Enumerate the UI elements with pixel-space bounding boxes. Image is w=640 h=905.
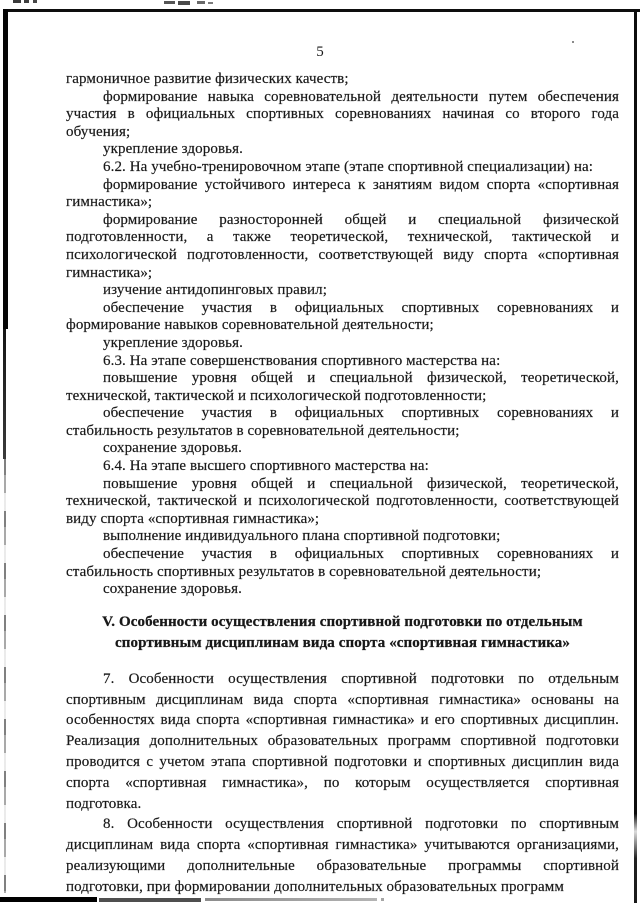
section-v-body xyxy=(66,669,619,898)
paragraph-clause-8: 8. Особенности осуществления спортивной подготовки по спортивным дисциплинам вида спорта «спортивная гимнастика» учитываются организациями, реализующими дополнительные образовательные программы спортивной подготовки, при формировании дополнительных образовательных программ xyxy=(66,816,619,895)
section-heading-line-1: V. Особенности осуществления спортивной подготовки по отдельным xyxy=(102,613,583,630)
scan-border-top xyxy=(3,9,640,12)
paragraph: формирование разносторонней общей и специальной физической подготовленности, а также теоретической, технической, тактической и психологической подготовленности, соответствующей виду спорта «спортивная гимнастика»; xyxy=(66,211,619,281)
scan-border-right xyxy=(634,10,637,903)
paragraph: обеспечение участия в официальных спортивных соревнованиях и формирование навыков соревновательной деятельности; xyxy=(66,299,619,334)
page-number: 5 xyxy=(316,44,324,60)
paragraph-clause-7: 7. Особенности осуществления спортивной подготовки по отдельным спортивным дисциплинам вида спорта «спортивная гимнастика» основаны на особенностях вида спорта «спортивная гимнастика» и его спортивных дисциплин. Реализация дополнительных образовательных программ спортивной подготовки проводится с учетом этапа спортивной подготовки и спортивных дисциплин вида спорта «спортивная гимнастика», по которым осуществляется спортивная подготовка. xyxy=(66,670,619,812)
paragraph: сохранение здоровья. xyxy=(103,440,242,457)
scan-mark xyxy=(208,2,213,4)
paragraph: повышение уровня общей и специальной физической, теоретической, технической, тактической и психологической подготовленности, соответствующей виду спорта «спортивная гимнастика»; xyxy=(66,475,619,527)
scan-bar-segment xyxy=(381,898,384,901)
scan-mark xyxy=(13,0,21,3)
scan-mark xyxy=(33,0,37,3)
scan-mark xyxy=(24,0,29,3)
section-heading xyxy=(66,612,619,655)
paragraph: укрепление здоровья. xyxy=(103,334,243,351)
scan-bar-segment xyxy=(0,897,97,902)
scan-border-left-fade xyxy=(3,329,6,459)
paragraph-clause-6-3: 6.3. На этапе совершенствования спортивного мастерства на: xyxy=(103,352,501,369)
scan-bar-segment xyxy=(205,898,377,901)
scan-artifact-bottom xyxy=(0,897,390,903)
paragraph: формирование навыка соревновательной деятельности путем обеспечения участия в официальных спортивных соревнованиях начиная со второго года обучения; xyxy=(66,88,619,140)
paragraph: изучение антидопинговых правил; xyxy=(103,282,328,299)
scan-border-left-faint xyxy=(4,459,6,893)
paragraph: гармоничное развитие физических качеств; xyxy=(66,71,349,87)
paragraph-clause-6-4: 6.4. На этапе высшего спортивного мастерства на: xyxy=(103,458,429,475)
paragraph: выполнение индивидуального плана спортивной подготовки; xyxy=(103,528,501,545)
scan-mark xyxy=(164,1,175,4)
paragraph: обеспечение участия в официальных спортивных соревнованиях и стабильность результатов в соревновательной деятельности; xyxy=(66,405,619,439)
paragraph: формирование устойчивого интереса к занятиям видом спорта «спортивная гимнастика»; xyxy=(66,176,619,211)
scan-mark xyxy=(178,1,190,5)
scan-bar-segment xyxy=(99,898,201,902)
paragraph: сохранение здоровья. xyxy=(103,581,242,598)
body-text xyxy=(66,71,619,898)
paragraph-clause-6-2: 6.2. На учебно-тренировочном этапе (этапе спортивной специализации) на: xyxy=(103,158,594,175)
paragraph: обеспечение участия в официальных спортивных соревнованиях и стабильность спортивных результатов в соревновательной деятельности; xyxy=(66,546,619,580)
section-heading-line-2: спортивным дисциплинам вида спорта «спортивная гимнастика» xyxy=(115,635,570,652)
scan-mark xyxy=(197,1,205,4)
paragraph: укрепление здоровья. xyxy=(103,141,243,158)
paragraph: повышение уровня общей и специальной физической, теоретической, технической, тактической и психологической подготовленности; xyxy=(66,370,619,404)
scan-speck xyxy=(572,41,574,43)
